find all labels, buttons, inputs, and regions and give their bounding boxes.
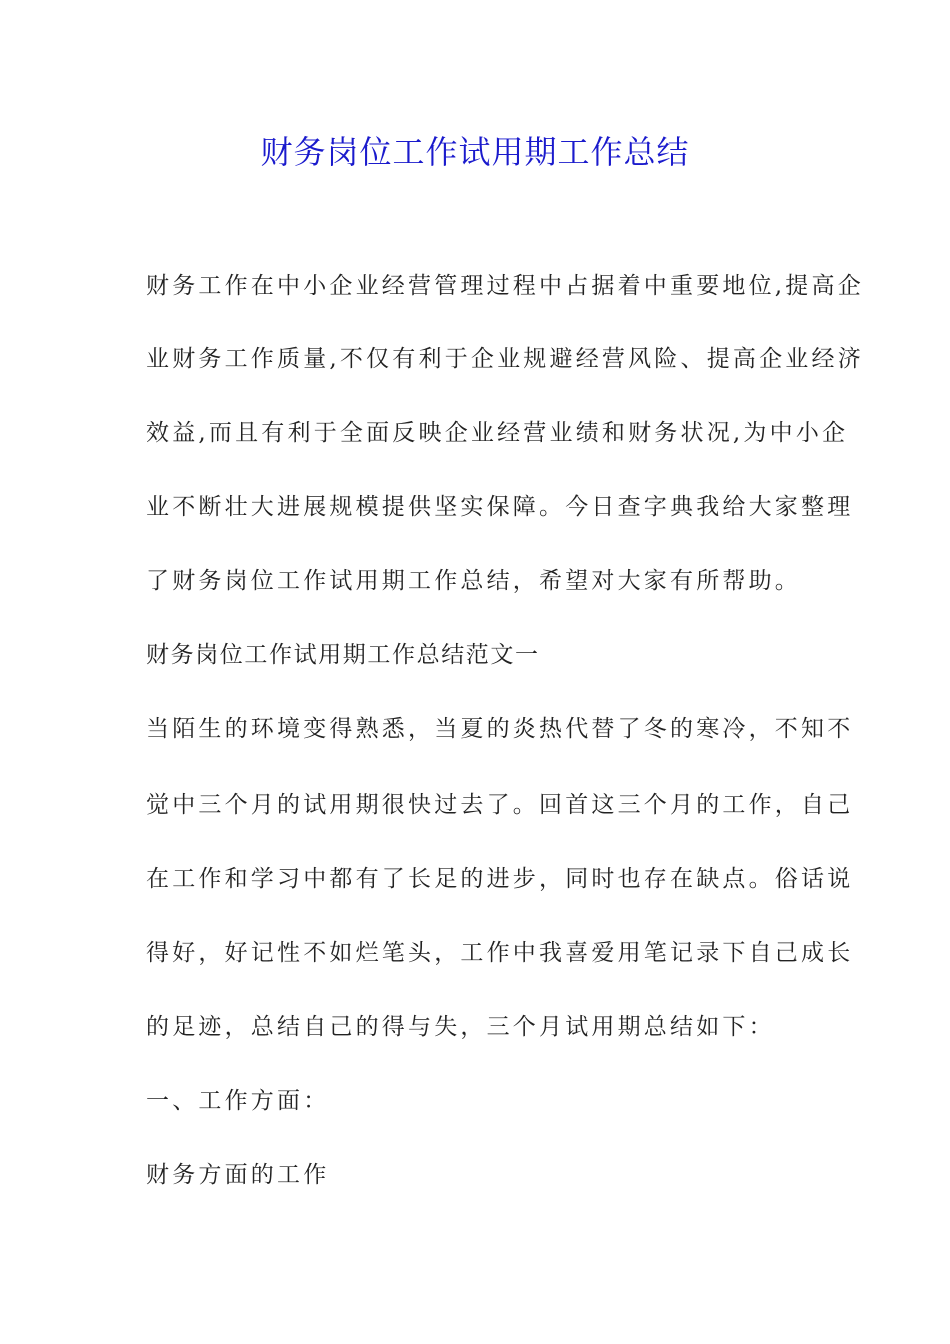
paragraph-line: 觉中三个月的试用期很快过去了。回首这三个月的工作，自己 bbox=[146, 792, 854, 818]
document-title: 财务岗位工作试用期工作总结 bbox=[260, 133, 690, 171]
paragraph-line: 得好，好记性不如烂笔头，工作中我喜爱用笔记录下自己成长 bbox=[146, 940, 854, 966]
paragraph-line: 当陌生的环境变得熟悉，当夏的炎热代替了冬的寒冷，不知不 bbox=[146, 716, 854, 742]
paragraph-line: 在工作和学习中都有了长足的进步，同时也存在缺点。俗话说 bbox=[146, 866, 854, 892]
subsection-heading: 财务方面的工作 bbox=[146, 1162, 330, 1188]
paragraph-line: 业不断壮大进展规模提供坚实保障。今日查字典我给大家整理 bbox=[146, 494, 854, 520]
section-heading: 财务岗位工作试用期工作总结范文一 bbox=[146, 642, 540, 668]
paragraph-line: 效益,而且有利于全面反映企业经营业绩和财务状况,为中小企 bbox=[146, 420, 849, 446]
paragraph-line: 财务工作在中小企业经营管理过程中占据着中重要地位,提高企 bbox=[146, 273, 864, 299]
paragraph-line: 了财务岗位工作试用期工作总结，希望对大家有所帮助。 bbox=[146, 568, 801, 594]
paragraph-line: 的足迹，总结自己的得与失，三个月试用期总结如下： bbox=[146, 1014, 775, 1040]
subsection-heading: 一、工作方面： bbox=[146, 1088, 330, 1114]
paragraph-line: 业财务工作质量,不仅有利于企业规避经营风险、提高企业经济 bbox=[146, 346, 864, 372]
